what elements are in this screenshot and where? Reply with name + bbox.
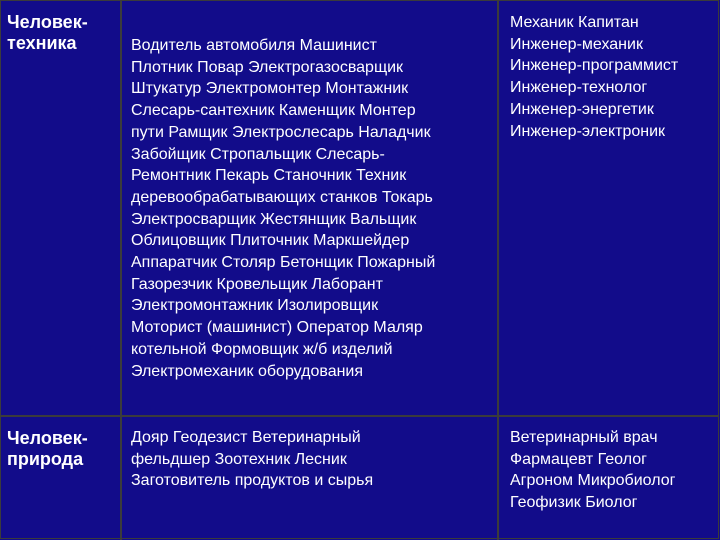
specialists-cell	[499, 1, 720, 415]
category-label: Человек- техника	[7, 12, 88, 53]
table-row	[1, 1, 718, 417]
specialists-list: Механик Капитан Инженер-механик Инженер-программист Инженер-технолог Инженер-энергетик Инженер-электроник	[510, 14, 679, 140]
specialists-cell	[499, 417, 720, 540]
table-row	[1, 417, 718, 540]
workers-cell	[122, 417, 499, 540]
workers-list: Дояр Геодезист Ветеринарный фельдшер Зоотехник Лесник Заготовитель продуктов и сырья	[131, 429, 374, 490]
category-cell	[1, 417, 122, 540]
category-label: Человек- природа	[7, 428, 88, 469]
workers-list: Водитель автомобиля Машинист Плотник Повар Электрогазосварщик Штукатур Электромонтер Монтажник Слесарь-сантехник Каменщик Монтер пути Рамщик Электрослесарь Наладчик Забойщик Стропальщик Слесарь- Ремонтник Пекарь Станочник Техник деревообрабатывающих станков Токарь Электросварщик Жестянщик Вальщик Облицовщик Плиточник Маркшейдер Аппаратчик Столяр Бетонщик Пожарный Газорезчик Кровельщик Лаборант Электромонтажник Изолировщик Моторист (машинист) Оператор Маляр котельной Формовщик ж/б изделий Электромеханик оборудования	[131, 37, 436, 380]
specialists-list: Ветеринарный врач Фармацевт Геолог Агроном Микробиолог Геофизик Биолог	[510, 429, 676, 512]
category-cell	[1, 1, 122, 415]
workers-cell	[122, 1, 499, 415]
